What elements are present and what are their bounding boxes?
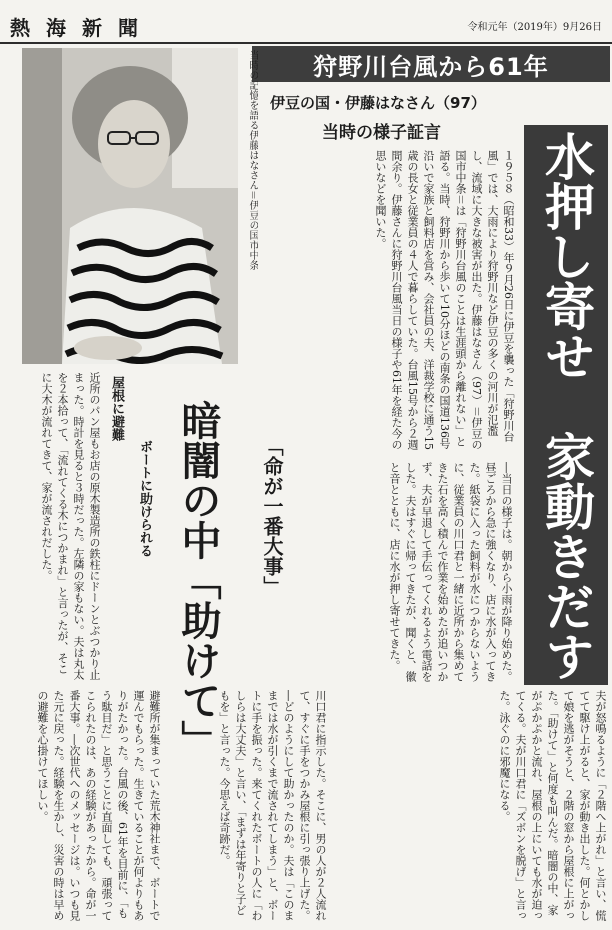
subject-name: 伊豆の国・伊藤はなさん（97） (270, 94, 486, 112)
side-headline: 暗闇の中「助けて」 (175, 400, 221, 760)
lead-paragraph: １９５８（昭和33）年９月26日に伊豆を襲った「狩野川台風」では、大雨により狩野川など伊豆の多くの河川が氾濫し、流域に大きな被害が出た。伊藤はなさん（97）＝伊豆の国市中条＝は「狩野川台風のことは生涯頭から離れない」と語る。当時、狩野川から歩いて10分ほどの南条の国道136号沿いで家族と飼料店を営み、会社員の夫、洋裁学校に通う15歳の長女と従業員の４人で暮らしていた。台風15号から２週間余り。伊藤さんに狩野川台風当日の様子や61年を経た今の思いなどを聞いた。 (374, 150, 515, 450)
main-headline: 水押し寄せ 家動きだす (524, 125, 608, 685)
section-heading: 屋根に避難 (109, 376, 124, 441)
band-headline: 狩野川台風から61年 (252, 46, 610, 82)
issue-date: 令和元年（2019年）9月26日 (467, 22, 602, 33)
portrait-illustration (22, 48, 238, 364)
masthead-title: 熱海新聞 (10, 16, 154, 40)
portrait-photo (22, 48, 238, 364)
side-headline-quote: 「命が一番大事」 (260, 436, 284, 596)
article-column-2: 夫が怒鳴るように「２階へ上がれ」と言い、慌てて駆け上がると、家が動き出した。何とかして娘を逃がそうと、２階の窓から屋根に上がった。「助けて」と何度も叫んだ。暗闇の中、家がぷかぷかと流れ、屋根の上にいても水が迫ってくる。夫が川口君に「ズボンを脱げ」と言った。泳ぐのに邪魔になる。 (498, 690, 607, 921)
article-column-5: 避難所が集まっていた荒木神社まで、ボートで運んでもらった。生きていることが何よりもありがたかった。台風の後、61年を目前に、「もう駄目だ」と思うことに直面しても、頑張ってこられたのは、あの経験があったから。命が一番大事。―次世代へのメッセージは。いつも見た元に戻った。経験を生かし、災害の時は早めの避難を心掛けてほしい。 (36, 690, 161, 921)
photo-caption: 当時の記憶を語る伊藤はなさん＝伊豆の国市中条 (247, 50, 258, 270)
side-subheadline: ボートに助けられる (137, 440, 152, 557)
masthead-rule (0, 42, 612, 44)
article-column-4: 川口君に指示した。そこに、男の人が２人流れて、すぐに手をつかみ屋根に引っ張り上げた。―どのようにして助かったのか。夫は「このままでは水が引くまで流されてしまう」と、ボートに手を振った。来てくれたボートの人に「わしらは大丈夫」と言い、「まずは年寄りと子どもを」と言った。今思えば奇跡だ。 (218, 690, 327, 921)
article-column-3: 近所のパン屋もお店の原木製造所の鉄柱にドーンとぶつかり止まった。時計を見ると３時だった。左隣の家もない。夫は丸太を２本拾って、「流れてくる木につかまれ」と言ったが、そこに大木が流れてきて、家が流されだした。 (40, 372, 101, 680)
article-column-1: ―当日の様子は。朝から小雨が降り始めた。昼ごろから急に強くなり、店に水が入ってきた。紙袋に入った飼料が水につからないように、従業員の川口君と一緒に近所から集めてきた石を高く積んで作業を始めたが追いつかず、夫が早退して手伝ってくれるよう電話をした。夫はすぐに帰ってきたが、聞くと、徽と音とともに、店に水が押し寄せてきた。 (388, 462, 513, 682)
kicker-headline: 当時の様子証言 (322, 123, 441, 143)
